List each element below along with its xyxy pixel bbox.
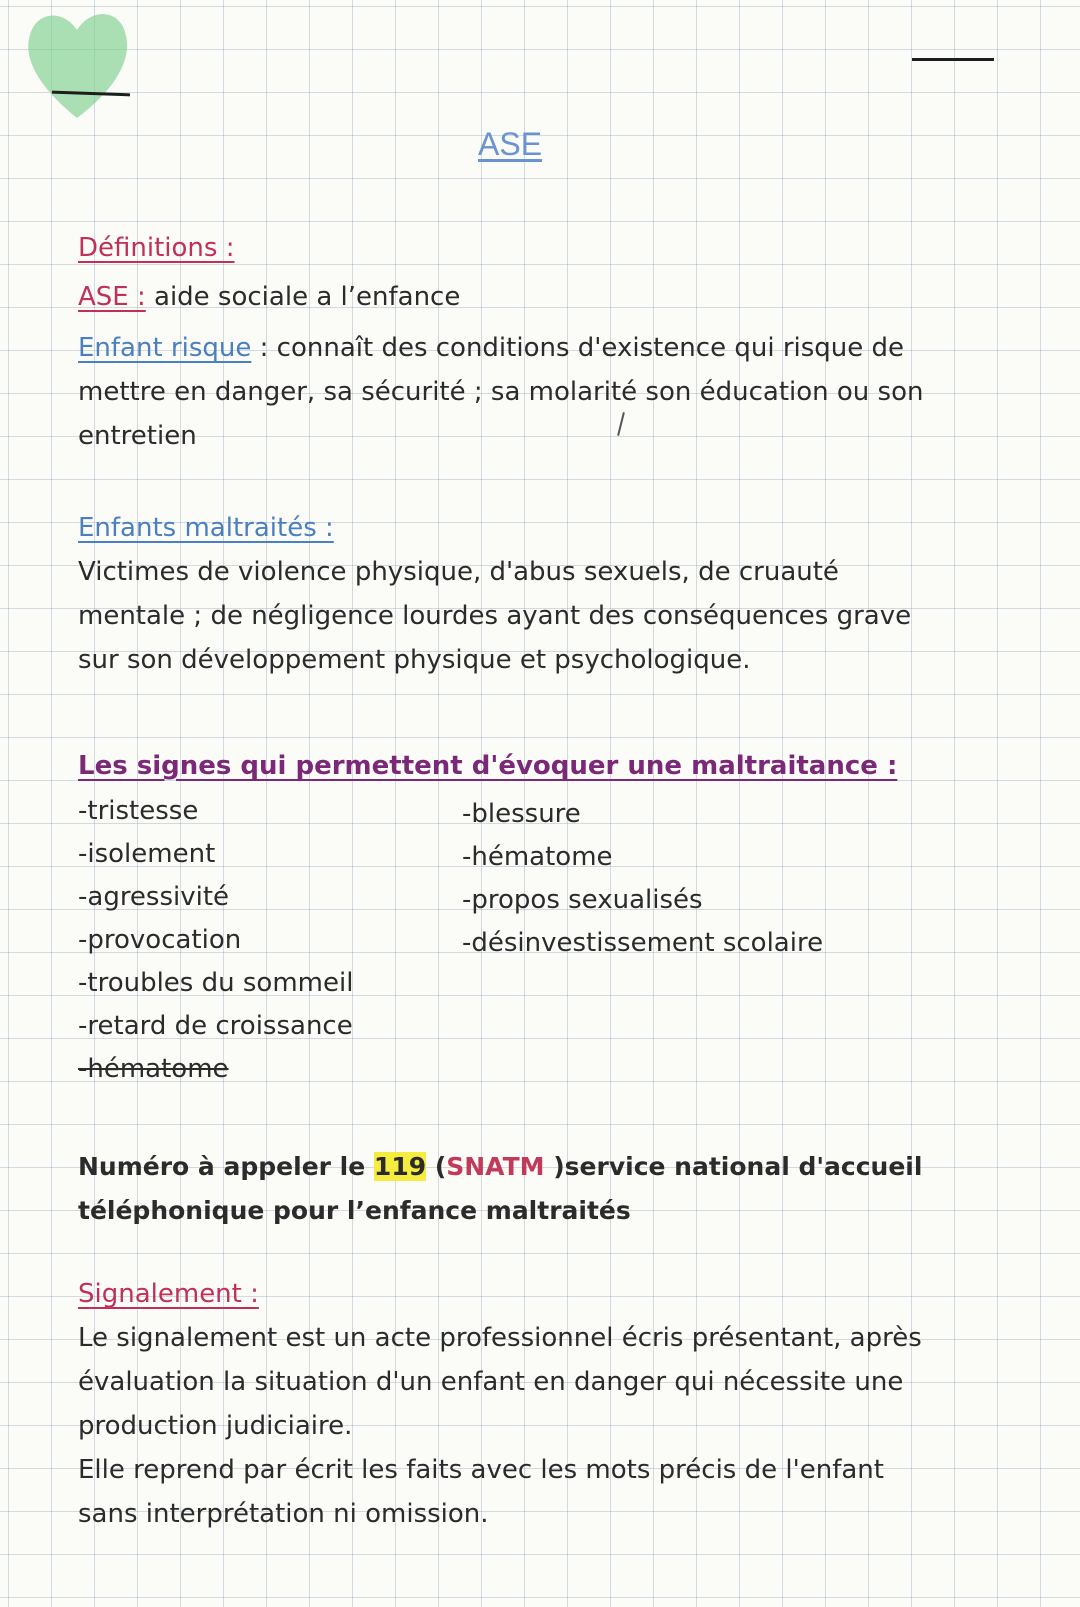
sign-item: -blessure <box>462 799 581 829</box>
signs-right-column <box>462 793 823 965</box>
risk-definition-line2: mettre en danger, sa sécurité ; sa molarité son éducation ou son <box>78 377 924 407</box>
green-heart-doodle <box>22 0 132 125</box>
page-title: ASE <box>478 126 543 162</box>
risk-term: Enfant risque <box>78 333 252 363</box>
signs-left-column <box>78 790 353 1091</box>
hotline-line2: téléphonique pour l’enfance maltraités <box>78 1196 631 1225</box>
reporting-line1: Le signalement est un acte professionnel écris présentant, après <box>78 1323 922 1353</box>
maltreated-line3: sur son développement physique et psychologique. <box>78 645 751 675</box>
reporting-section <box>78 1272 922 1536</box>
hotline-acronym: SNATM <box>446 1152 545 1181</box>
hotline-rest: )service national d'accueil <box>544 1152 923 1181</box>
definitions-heading: Définitions : <box>78 233 235 263</box>
hotline-number: 119 <box>373 1152 427 1181</box>
reporting-line5: sans interprétation ni omission. <box>78 1499 489 1529</box>
signs-heading: Les signes qui permettent d'évoquer une maltraitance : <box>78 751 898 781</box>
sign-item: -retard de croissance <box>78 1011 353 1041</box>
ase-term: ASE : <box>78 282 146 312</box>
maltreated-section <box>78 506 911 682</box>
reporting-line4: Elle reprend par écrit les faits avec les mots précis de l'enfant <box>78 1455 884 1485</box>
sign-item: -tristesse <box>78 796 199 826</box>
sign-item: -agressivité <box>78 882 230 912</box>
sign-item: -troubles du sommeil <box>78 968 354 998</box>
ase-definition: aide sociale a l’enfance <box>145 282 461 312</box>
risk-definition-line1: : connaît des conditions d'existence qui risque de <box>251 333 905 363</box>
reporting-line3: production judiciaire. <box>78 1411 353 1441</box>
sign-item: -provocation <box>78 925 242 955</box>
pen-mark-right <box>912 58 994 61</box>
hotline-prefix: Numéro à appeler le <box>78 1152 374 1181</box>
signs-section <box>78 744 897 788</box>
maltreated-heading: Enfants maltraités : <box>78 513 334 543</box>
reporting-line2: évaluation la situation d'un enfant en danger qui nécessite une <box>78 1367 904 1397</box>
hotline-paren: ( <box>426 1152 447 1181</box>
reporting-heading: Signalement : <box>78 1279 259 1309</box>
sign-item: -isolement <box>78 839 216 869</box>
risk-definition-line3: entretien <box>78 421 197 451</box>
sign-item: -hématome <box>462 842 613 872</box>
definitions-section <box>78 226 923 458</box>
maltreated-line1: Victimes de violence physique, d'abus sexuels, de cruauté <box>78 557 839 587</box>
sign-item-struck: -hématome <box>78 1054 229 1084</box>
sign-item: -propos sexualisés <box>462 885 703 915</box>
maltreated-line2: mentale ; de négligence lourdes ayant des conséquences grave <box>78 601 912 631</box>
hotline-section <box>78 1145 922 1233</box>
sign-item: -désinvestissement scolaire <box>462 928 824 958</box>
